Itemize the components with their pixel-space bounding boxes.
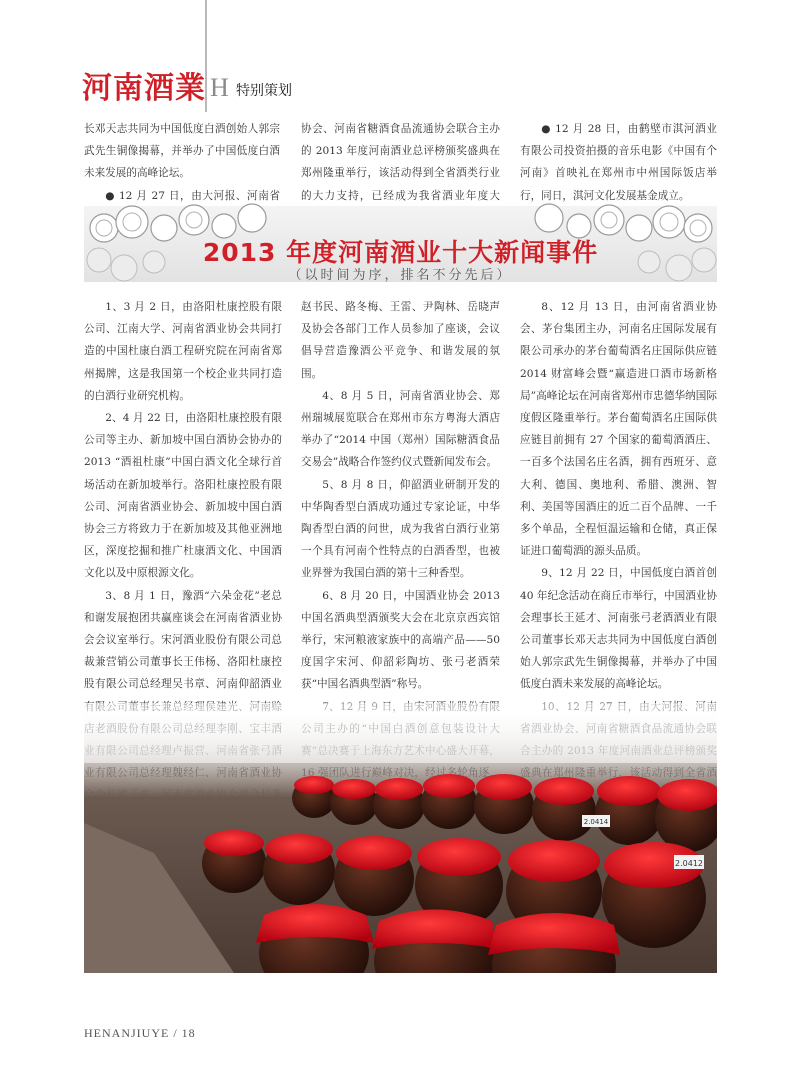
paragraph: ● 12 月 28 日，由鹤壁市淇河酒业有限公司投资拍摄的音乐电影《中国有个河南》首映礼在郑州市中州国际饭店举行，同日，淇河文化发展基金成立。 <box>520 123 717 202</box>
page-footer <box>84 1026 196 1041</box>
wine-cellar-photo <box>84 703 717 973</box>
footer-magazine-name: HENANJIUYE <box>84 1026 170 1040</box>
news-item: 9、12 月 22 日，中国低度白酒首创 40 年纪念活动在商丘市举行，中国酒业协会理事长王延才、河南张弓老酒酒业有限公司董事长邓天志共同为中国低度白酒创始人郭宗武先生铜像揭幕，并举办了中国低度白酒未来发展的高峰论坛。 <box>520 567 717 691</box>
news-item: 1、3 月 2 日，由洛阳杜康控股有限公司、江南大学、河南省酒业协会共同打造的中国杜康白酒工程研究院在河南省郑州揭牌，这是我国第一个校企业共同打造的白酒行业研究机构。 <box>84 301 282 402</box>
news-item: 2、4 月 22 日，由洛阳杜康控股有限公司等主办、新加坡中国白酒协会协办的 2013 “酒祖杜康”中国白酒文化全球行首场活动在新加坡举行。洛阳杜康控股有限公司、河南省酒业协会、新加坡中国白酒协会三方将致力于在新加坡及其他亚洲地区，深度挖掘和推广杜康酒文化、中国酒文化以及中原根源文化。 <box>84 412 282 580</box>
news-item: 5、8 月 8 日，仰韶酒业研制开发的中华陶香型白酒成功通过专家论证，中华陶香型白酒的问世，成为我省白酒行业第一个具有河南个性特点的白酒香型，也被业界誉为我国白酒的第十三种香型。 <box>301 478 500 580</box>
news-item: 3、8 月 1 日，豫酒“六朵金花”老总和谢发展抱团共赢座谈会在河南省酒业协会会议室举行。宋河酒业股份有限公司总裁兼营销公司董事长王伟杨、洛阳杜康控股有限公司总经理吴书章、河南仰韶酒业 <box>84 589 282 691</box>
news-item: 赵书民、路冬梅、王雷、尹陶林、岳晓声及协会各部门工作人员参加了座谈，会议倡导营造豫酒公平竞争、和谐发展的氛围。 <box>301 301 500 380</box>
section-label: 特别策划 <box>236 83 292 99</box>
paragraph: 长邓天志共同为中国低度白酒创始人郭宗武先生铜像揭幕，并举办了中国低度白酒未来发展的高峰论坛。 <box>84 123 280 180</box>
paragraph: 协会、河南省糖酒食品流通协会联合主办的 2013 年度河南酒业总评榜颁奖盛典在郑州隆重举行，该活动得到全省酒类行业的大力支持，已经成为我省酒业年度大 <box>301 123 500 202</box>
page-number: 18 <box>181 1026 196 1040</box>
article-title: 2013 年度河南酒业十大新闻事件 <box>202 238 599 267</box>
brand-letter: H <box>210 73 229 102</box>
paragraph: ● 12 月 27 日，由大河报、河南省 <box>105 189 280 202</box>
magazine-brand: 河南酒業 <box>82 71 206 106</box>
article-subtitle: （以时间为序，排名不分先后） <box>288 268 513 283</box>
top-column-3 <box>520 118 717 207</box>
news-item: 6、8 月 20 日，中国酒业协会 2013 中国名酒典型酒颁奖大会在北京京西宾馆举行，宋河粮液家族中的高端产品——50 度国字宋河、仰韶彩陶坊、张弓老酒荣获“中国名酒典型酒”称号。 <box>301 589 500 691</box>
news-item: 4、8 月 5 日，河南省酒业协会、郑州瑞城展览联合在郑州市东方粤海大酒店举办了“2014 中国（郑州）国际糖酒食品交易会”战略合作签约仪式暨新闻发布会。 <box>301 389 500 469</box>
jar-label: 2.0412 <box>675 859 703 868</box>
footer-separator: / <box>173 1026 178 1040</box>
jar-label: 2.0414 <box>583 818 609 826</box>
news-item: 8、12 月 13 日，由河南省酒业协会、茅台集团主办，河南名庄国际发展有限公司承办的茅台葡萄酒名庄国际供应链 2014 财富峰会暨“赢造进口酒市场新格局”高峰论坛在河南省郑州市忠德华纳国际度假区隆重举行。茅台葡萄酒名庄国际供应链目前拥有 27 个国家的葡萄酒酒庄、一百多个法国名庄名酒，拥有西班牙、意大利、德国、奥地利、希腊、澳洲、智利、美国等国酒庄的近二百个品牌、一千多个单品，全程恒温运输和仓储，真正保证进口葡萄酒的源头品质。 <box>520 301 717 558</box>
